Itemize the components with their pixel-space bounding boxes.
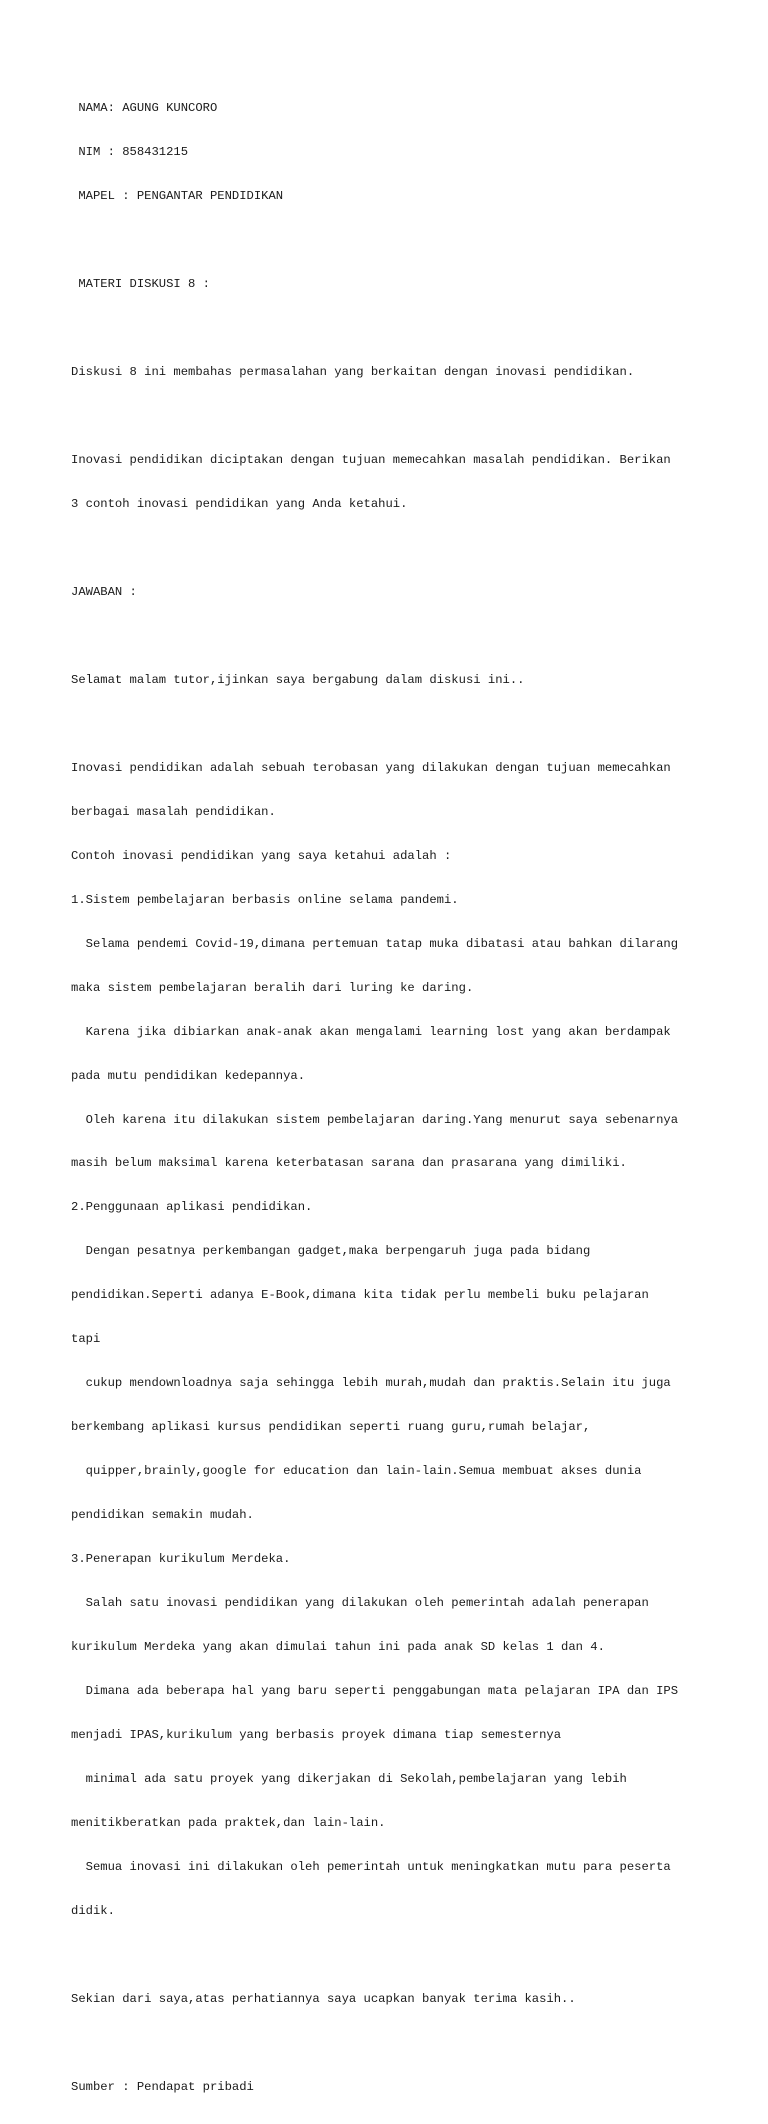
text-line: Sekian dari saya,atas perhatiannya saya ucapkan banyak terima kasih..: [71, 1991, 576, 2006]
text-line: Oleh karena itu dilakukan sistem pembelajaran daring.Yang menurut saya sebenarnya: [71, 1112, 679, 1127]
text-line: menitikberatkan pada praktek,dan lain-lain.: [71, 1816, 386, 1830]
text-line: masih belum maksimal karena keterbatasan sarana dan prasarana yang dimiliki.: [71, 1156, 627, 1171]
text-line: Semua inovasi ini dilakukan oleh pemerintah untuk meningkatkan mutu para peserta: [71, 1859, 671, 1874]
text-line: Contoh inovasi pendidikan yang saya ketahui adalah :: [71, 848, 452, 863]
text-line: pendidikan.Seperti adanya E-Book,dimana kita tidak perlu membeli buku pelajaran: [71, 1288, 649, 1303]
text-line: Dimana ada beberapa hal yang baru seperti penggabungan mata pelajaran IPA dan IPS: [71, 1684, 679, 1699]
text-line: pendidikan semakin mudah.: [71, 1508, 254, 1523]
text-line: minimal ada satu proyek yang dikerjakan di Sekolah,pembelajaran yang lebih: [71, 1772, 627, 1787]
text-line: 2.Penggunaan aplikasi pendidikan.: [71, 1200, 313, 1215]
text-line: NAMA: AGUNG KUNCORO: [71, 101, 218, 116]
text-line: NIM : 858431215: [71, 145, 189, 160]
text-line: Inovasi pendidikan diciptakan dengan tujuan memecahkan masalah pendidikan. Berikan: [71, 453, 671, 468]
text-line: Salah satu inovasi pendidikan yang dilakukan oleh pemerintah adalah penerapan: [71, 1596, 649, 1611]
text-line: pada mutu pendidikan kedepannya.: [71, 1068, 306, 1083]
text-line: [71, 541, 711, 556]
text-line: Diskusi 8 ini membahas permasalahan yang berkaitan dengan inovasi pendidikan.: [71, 365, 635, 380]
text-line: MATERI DISKUSI 8 :: [71, 277, 210, 292]
text-line: [71, 233, 711, 248]
text-line: [71, 2036, 711, 2051]
text-line: berkembang aplikasi kursus pendidikan seperti ruang guru,rumah belajar,: [71, 1420, 591, 1435]
text-line: JAWABAN :: [71, 584, 137, 599]
text-line: [71, 1948, 711, 1963]
text-line: cukup mendownloadnya saja sehingga lebih murah,mudah dan praktis.Selain itu juga: [71, 1376, 671, 1391]
text-line: Selama pendemi Covid-19,dimana pertemuan tatap muka dibatasi atau bahkan dilarang: [71, 936, 679, 951]
text-line: Selamat malam tutor,ijinkan saya bergabung dalam diskusi ini..: [71, 672, 525, 687]
text-line: 3 contoh inovasi pendidikan yang Anda ketahui.: [71, 496, 408, 511]
text-line: Inovasi pendidikan adalah sebuah terobasan yang dilakukan dengan tujuan memecahkan: [71, 760, 671, 775]
text-line: kurikulum Merdeka yang akan dimulai tahun ini pada anak SD kelas 1 dan 4.: [71, 1640, 605, 1655]
text-line: didik.: [71, 1903, 115, 1918]
text-line: menjadi IPAS,kurikulum yang berbasis proyek dimana tiap semesternya: [71, 1728, 562, 1743]
text-line: [71, 409, 711, 424]
text-line: [71, 629, 711, 644]
text-line: [71, 717, 711, 732]
text-line: maka sistem pembelajaran beralih dari luring ke daring.: [71, 980, 474, 995]
text-line: quipper,brainly,google for education dan lain-lain.Semua membuat akses dunia: [71, 1464, 642, 1479]
document-text: [71, 72, 711, 2124]
text-line: [71, 321, 711, 336]
text-line: MAPEL : PENGANTAR PENDIDIKAN: [71, 189, 284, 204]
text-line: 1.Sistem pembelajaran berbasis online selama pandemi.: [71, 892, 459, 907]
text-line: tapi: [71, 1332, 101, 1347]
text-line: 3.Penerapan kurikulum Merdeka.: [71, 1552, 291, 1567]
text-line: Dengan pesatnya perkembangan gadget,maka berpengaruh juga pada bidang: [71, 1244, 591, 1259]
text-line: Karena jika dibiarkan anak-anak akan mengalami learning lost yang akan berdampak: [71, 1024, 671, 1039]
text-line: Sumber : Pendapat pribadi: [71, 2079, 254, 2094]
text-line: berbagai masalah pendidikan.: [71, 804, 276, 819]
